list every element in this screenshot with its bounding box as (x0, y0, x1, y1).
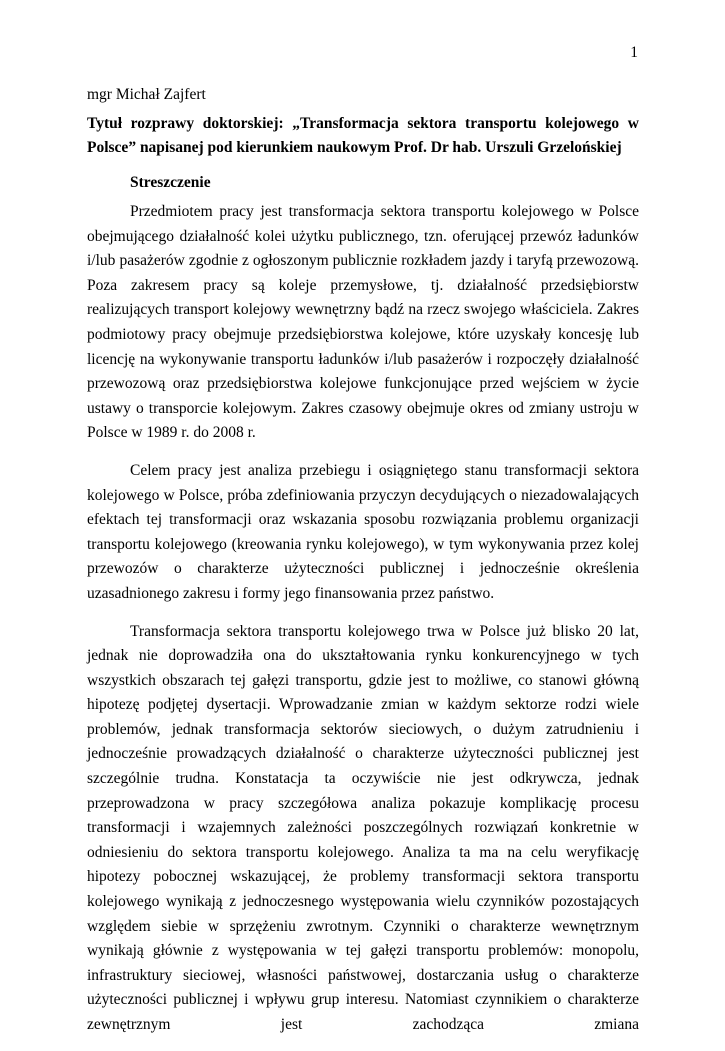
section-heading-abstract: Streszczenie (130, 174, 211, 191)
paragraph-1: Przedmiotem pracy jest transformacja sektora transportu kolejowego w Polsce obejmującego działalność kolei użytku publicznego, tzn. oferującej przewóz ładunków i/lub pasażerów zgodnie z ogłoszonym publicznie rozkładem jazdy i taryfą przewozową. Poza zakresem pracy są koleje przemysłowe, tj. działalność przedsiębiorstw realizujących transport kolejowy wewnętrzny bądź na rzecz swojego właściciela. Zakres podmiotowy pracy obejmuje przedsiębiorstwa kolejowe, które uzyskały koncesję lub licencję na wykonywanie transportu ładunków i/lub pasażerów i rozpoczęły działalność przewozową oraz przedsiębiorstwa kolejowe funkcjonujące przed wejściem w życie ustawy o transporcie kolejowym. Zakres czasowy obejmuje okres od zmiany ustroju w Polsce w 1989 r. do 2008 r. (87, 203, 639, 442)
page-number: 1 (630, 44, 638, 61)
dissertation-title: Tytuł rozprawy doktorskiej: „Transformacja sektora transportu kolejowego w Polsce” napisanej pod kierunkiem naukowym Prof. Dr hab. Urszuli Grzelońskiej (87, 115, 639, 156)
abstract-body (87, 200, 639, 1051)
paragraph-3: Transformacja sektora transportu kolejowego trwa w Polsce już blisko 20 lat, jednak nie doprowadziła ona do ukształtowania rynku konkurencyjnego w tych wszystkich obszarach tej gałęzi transportu, gdzie jest to możliwe, co stanowi główną hipotezę podjętej dysertacji. Wprowadzanie zmian w każdym sektorze rodzi wiele problemów, jednak transformacja sektorów sieciowych, o dużym zatrudnieniu i jednocześnie prowadzących działalność o charakterze użyteczności publicznej jest szczególnie trudna. Konstatacja ta oczywiście nie jest odkrywcza, jednak przeprowadzona w pracy szczegółowa analiza pokazuje komplikację procesu transformacji i wzajemnych zależności poszczególnych rozwiązań konkretnie w odniesieniu do sektora transportu kolejowego. Analiza ta ma na celu weryfikację hipotezy pobocznej wskazującej, że problemy transformacji sektora transportu kolejowego wynikają z jednoczesnego występowania wielu czynników pozostających względem siebie w sprzężeniu zwrotnym. Czynniki o charakterze wewnętrznym wynikają głównie z występowania w tej gałęzi transportu problemów: monopolu, infrastruktury sieciowej, własności państwowej, dostarczania usług o charakterze użyteczności publicznej i wpływu grup interesu. Natomiast czynnikiem o charakterze zewnętrznym jest zachodząca zmiana (87, 622, 639, 1033)
author-name: mgr Michał Zajfert (87, 86, 206, 103)
paragraph-2: Celem pracy jest analiza przebiegu i osiągniętego stanu transformacji sektora kolejowego w Polsce, próba zdefiniowania przyczyn decydujących o niezadowalających efektach tej transformacji oraz wskazania sposobu rozwiązania problemu organizacji transportu kolejowego (kreowania rynku kolejowego), w tym wykonywania przez kolej przewozów o charakterze użyteczności publicznej i jednocześnie określenia uzasadnionego zakresu i formy jego finansowania przez państwo. (87, 461, 639, 602)
